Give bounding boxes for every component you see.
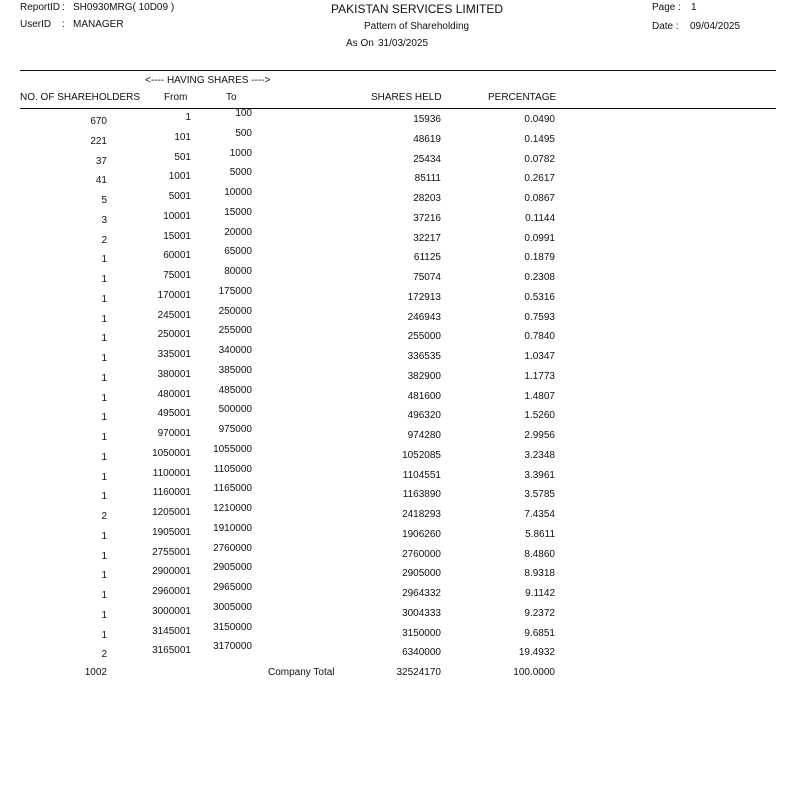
table-row — [0, 187, 800, 207]
report-date: 09/04/2025 — [690, 21, 741, 32]
shareholders-cell: 1 — [101, 570, 107, 582]
total-shares-held: 32524170 — [396, 667, 441, 678]
table-row — [0, 621, 800, 642]
from-cell: 1 — [185, 112, 191, 123]
from-cell: 2900001 — [152, 566, 191, 578]
to-cell: 340000 — [218, 345, 252, 356]
percentage-cell: 0.0867 — [524, 193, 555, 204]
to-cell: 1165000 — [213, 483, 252, 495]
table-row — [0, 463, 800, 484]
to-cell: 3005000 — [213, 601, 252, 613]
shares-held-cell: 2964332 — [402, 588, 441, 599]
table-row — [0, 345, 800, 365]
shareholders-cell: 1 — [101, 530, 107, 542]
from-cell: 1100001 — [152, 467, 191, 479]
percentage-cell: 1.4807 — [524, 390, 555, 402]
shares-held-cell: 37216 — [413, 212, 441, 224]
percentage-cell: 0.0782 — [524, 153, 555, 165]
percentage-cell: 1.1773 — [524, 370, 555, 382]
from-cell: 380001 — [157, 368, 191, 380]
shareholders-cell: 1 — [101, 254, 107, 266]
shareholders-cell: 1 — [101, 392, 107, 404]
shares-held-cell: 28203 — [413, 193, 441, 204]
to-cell: 3150000 — [213, 621, 252, 633]
from-cell: 3165001 — [152, 645, 191, 657]
to-cell: 5000 — [229, 167, 252, 179]
to-cell: 500 — [235, 127, 252, 139]
shares-held-cell: 85111 — [414, 173, 441, 185]
shareholders-cell: 1 — [101, 333, 107, 345]
percentage-cell: 1.5260 — [524, 410, 555, 422]
user-id-colon: : — [62, 19, 65, 30]
from-cell: 1905001 — [152, 526, 191, 538]
from-cell: 970001 — [157, 428, 191, 439]
to-cell: 485000 — [218, 384, 252, 396]
shareholders-cell: 1 — [101, 412, 107, 424]
date-label: Date : — [652, 21, 679, 32]
table-row — [0, 424, 800, 444]
shareholders-cell: 2 — [101, 649, 107, 661]
table-row — [0, 285, 800, 306]
shareholders-cell: 1 — [101, 313, 107, 325]
shares-held-cell: 382900 — [407, 370, 441, 382]
from-cell: 2960001 — [152, 586, 191, 597]
percentage-cell: 9.2372 — [524, 607, 555, 619]
percentage-cell: 19.4932 — [518, 647, 555, 659]
shareholders-cell: 1 — [101, 372, 107, 384]
col-to: To — [226, 92, 237, 103]
shareholders-cell: 1 — [101, 432, 107, 443]
col-no-of-shareholders: NO. OF SHAREHOLDERS — [20, 92, 141, 103]
to-cell: 15000 — [224, 206, 252, 218]
table-row — [0, 503, 800, 523]
from-cell: 1001 — [168, 171, 191, 183]
shareholders-cell: 5 — [101, 195, 107, 206]
shareholders-cell: 221 — [90, 135, 107, 147]
table-row — [0, 601, 800, 622]
percentage-cell: 3.2348 — [524, 449, 555, 461]
from-cell: 5001 — [168, 191, 191, 202]
user-id-value: MANAGER — [73, 19, 124, 30]
table-row — [0, 266, 800, 286]
table-row — [0, 641, 800, 661]
col-from: From — [164, 92, 188, 103]
table-row — [0, 206, 800, 227]
to-cell: 1105000 — [213, 463, 252, 475]
shares-held-cell: 481600 — [407, 390, 441, 402]
from-cell: 3145001 — [152, 625, 191, 637]
percentage-cell: 5.8611 — [525, 528, 555, 540]
percentage-cell: 0.5316 — [524, 291, 555, 303]
header-top-rule — [20, 70, 776, 71]
to-cell: 3170000 — [213, 641, 252, 653]
shareholders-cell: 670 — [90, 116, 107, 127]
from-cell: 495001 — [157, 408, 191, 420]
percentage-cell: 0.0991 — [524, 232, 555, 244]
shareholders-cell: 1 — [101, 274, 107, 285]
table-row — [0, 522, 800, 543]
shares-held-cell: 1906260 — [402, 528, 441, 540]
percentage-cell: 0.7840 — [524, 331, 555, 343]
shares-held-cell: 172913 — [407, 291, 441, 303]
percentage-cell: 8.4860 — [524, 548, 555, 560]
from-cell: 15001 — [163, 230, 191, 242]
shareholders-cell: 37 — [95, 155, 107, 167]
having-shares-header: <---- HAVING SHARES ----> — [145, 75, 271, 86]
from-cell: 60001 — [163, 250, 191, 262]
table-row — [0, 325, 800, 345]
to-cell: 100 — [235, 108, 252, 119]
to-cell: 80000 — [224, 266, 252, 277]
shares-held-cell: 974280 — [407, 430, 441, 441]
table-row — [0, 246, 800, 266]
table-row — [0, 443, 800, 464]
shares-held-cell: 246943 — [407, 311, 441, 323]
percentage-cell: 0.2308 — [524, 272, 555, 283]
shareholders-cell: 1 — [101, 353, 107, 364]
table-row — [0, 305, 800, 326]
shareholders-cell: 2 — [101, 511, 107, 522]
percentage-cell: 0.0490 — [524, 114, 555, 125]
from-cell: 335001 — [157, 349, 191, 360]
from-cell: 245001 — [157, 309, 191, 321]
user-id-label: UserID — [20, 19, 52, 30]
shares-held-cell: 1163890 — [402, 489, 441, 501]
percentage-cell: 0.7593 — [524, 311, 555, 323]
to-cell: 10000 — [224, 187, 252, 198]
col-percentage: PERCENTAGE — [488, 92, 557, 103]
shares-held-cell: 15936 — [413, 114, 441, 125]
as-on-label: As On — [346, 38, 374, 49]
from-cell: 2755001 — [152, 546, 191, 558]
shares-held-cell: 3150000 — [402, 627, 441, 639]
report-id-value: SH0930MRG( 10D09 ) — [73, 2, 175, 13]
page-number: 1 — [691, 2, 697, 13]
header-bottom-rule — [20, 108, 776, 109]
report-id-label: ReportID — [20, 2, 61, 13]
table-row — [0, 147, 800, 168]
to-cell: 175000 — [218, 285, 252, 297]
from-cell: 75001 — [163, 270, 191, 281]
shareholders-cell: 1 — [101, 609, 107, 621]
percentage-cell: 7.4354 — [524, 509, 555, 520]
to-cell: 1000 — [229, 147, 252, 159]
from-cell: 1050001 — [152, 447, 191, 459]
shareholders-cell: 1 — [101, 550, 107, 562]
table-row — [0, 108, 800, 128]
from-cell: 501 — [174, 151, 191, 163]
from-cell: 480001 — [157, 388, 191, 400]
from-cell: 170001 — [157, 289, 191, 301]
shareholders-cell: 1 — [101, 629, 107, 641]
to-cell: 20000 — [224, 226, 252, 238]
shareholders-cell: 1 — [101, 293, 107, 305]
shares-held-cell: 2760000 — [402, 548, 441, 560]
company-name: PAKISTAN SERVICES LIMITED — [331, 2, 504, 16]
shares-held-cell: 496320 — [407, 410, 441, 422]
col-shares-held: SHARES HELD — [371, 92, 442, 103]
percentage-cell: 8.9318 — [524, 568, 555, 580]
from-cell: 1160001 — [152, 487, 191, 499]
total-shareholders: 1002 — [84, 667, 107, 678]
to-cell: 255000 — [218, 325, 252, 337]
to-cell: 2905000 — [213, 562, 252, 574]
shareholders-cell: 2 — [101, 234, 107, 246]
table-row — [0, 562, 800, 582]
table-row — [0, 384, 800, 405]
table-row — [0, 542, 800, 563]
shares-held-cell: 2418293 — [402, 509, 441, 520]
shareholders-cell: 41 — [95, 175, 107, 187]
table-row — [0, 167, 800, 187]
percentage-cell: 9.1142 — [525, 588, 555, 599]
shares-held-cell: 1052085 — [402, 449, 441, 461]
as-on-date: 31/03/2025 — [378, 38, 429, 49]
to-cell: 975000 — [218, 424, 252, 435]
to-cell: 250000 — [218, 305, 252, 317]
percentage-cell: 0.1879 — [524, 252, 555, 264]
percentage-cell: 1.0347 — [524, 351, 555, 362]
shareholders-cell: 3 — [101, 214, 107, 226]
table-row — [0, 226, 800, 247]
shares-held-cell: 25434 — [413, 153, 441, 165]
company-total-label: Company Total — [268, 667, 335, 678]
shares-held-cell: 255000 — [407, 331, 441, 343]
from-cell: 250001 — [157, 329, 191, 341]
shares-held-cell: 32217 — [413, 232, 441, 244]
table-row — [0, 127, 800, 148]
to-cell: 385000 — [218, 364, 252, 376]
shareholders-cell: 1 — [101, 491, 107, 503]
table-row — [0, 582, 800, 602]
to-cell: 2760000 — [213, 542, 252, 554]
percentage-cell: 0.1144 — [525, 212, 555, 224]
percentage-cell: 0.2617 — [524, 173, 555, 185]
percentage-cell: 0.1495 — [524, 133, 555, 145]
shares-held-cell: 61125 — [413, 252, 441, 264]
report-id-colon: : — [62, 2, 65, 13]
to-cell: 2965000 — [213, 582, 252, 593]
shares-held-cell: 6340000 — [402, 647, 441, 659]
to-cell: 1210000 — [213, 503, 252, 514]
shareholders-cell: 1 — [101, 471, 107, 483]
shares-held-cell: 2905000 — [402, 568, 441, 580]
shares-held-cell: 1104551 — [402, 469, 441, 481]
shares-held-cell: 336535 — [407, 351, 441, 362]
from-cell: 101 — [174, 131, 191, 143]
total-percentage: 100.0000 — [513, 667, 555, 678]
table-row — [0, 483, 800, 503]
to-cell: 65000 — [224, 246, 252, 258]
page-label: Page : — [652, 2, 681, 13]
to-cell: 1910000 — [213, 522, 252, 534]
percentage-cell: 3.3961 — [524, 469, 555, 481]
table-row — [0, 364, 800, 385]
report-subtitle: Pattern of Shareholding — [364, 21, 470, 32]
from-cell: 1205001 — [152, 507, 191, 518]
shares-held-cell: 75074 — [413, 272, 441, 283]
company-total-row — [0, 667, 800, 681]
percentage-cell: 3.5785 — [524, 489, 555, 501]
shares-held-cell: 48619 — [413, 133, 441, 145]
to-cell: 1055000 — [213, 443, 252, 455]
shareholders-cell: 1 — [101, 451, 107, 463]
percentage-cell: 9.6851 — [524, 627, 555, 639]
shares-held-cell: 3004333 — [402, 607, 441, 619]
table-row — [0, 404, 800, 424]
from-cell: 10001 — [163, 210, 191, 222]
from-cell: 3000001 — [152, 605, 191, 617]
to-cell: 500000 — [218, 404, 252, 416]
shareholders-cell: 1 — [101, 590, 107, 601]
percentage-cell: 2.9956 — [524, 430, 555, 441]
